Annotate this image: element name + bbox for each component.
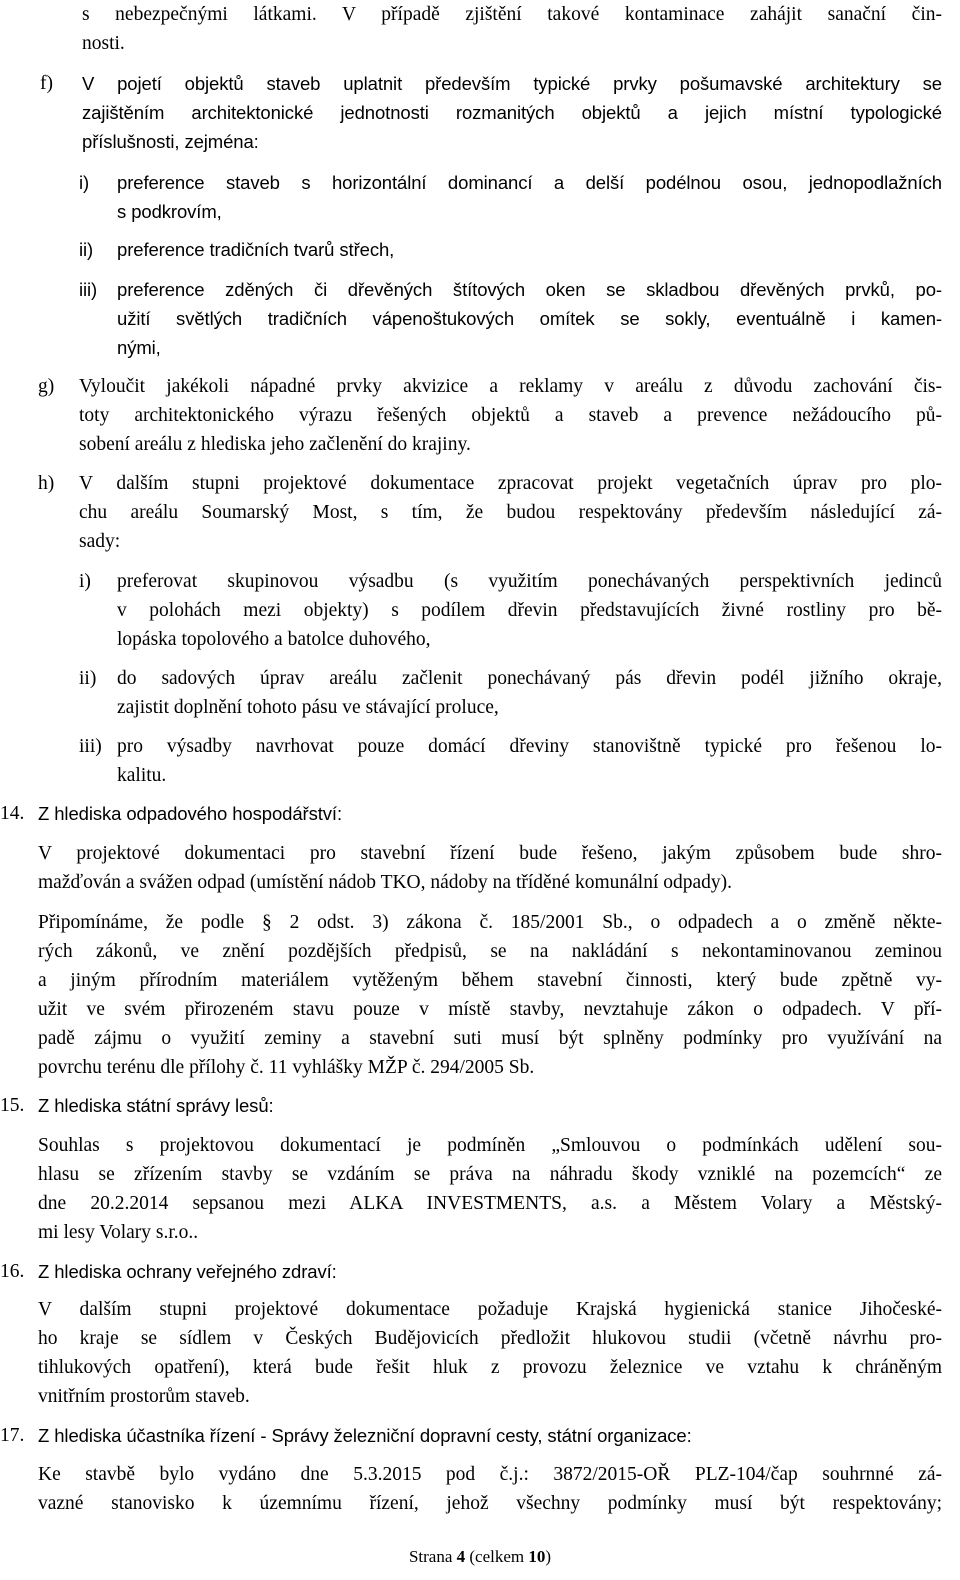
footer-middle: (celkem [465, 1547, 529, 1566]
text-line: s nebezpečnými látkami. V případě zjištění takové kontaminace zahájit sanační čin- [82, 4, 942, 25]
list-marker-iii1: iii) [79, 279, 98, 300]
text-line: V projektové dokumentaci pro stavební řízení bude řešeno, jakým způsobem bude shro- [38, 843, 942, 864]
text-line: Ke stavbě bylo vydáno dne 5.3.2015 pod č.j.: 3872/2015-OŘ PLZ-104/čap souhrnné zá- [38, 1464, 942, 1485]
list-marker-n17: 17. [0, 1425, 25, 1446]
footer-page-number: 4 [456, 1547, 466, 1566]
text-line: vazné stanovisko k územnímu řízení, jehož všechny podmínky musí být respektovány; [38, 1493, 942, 1514]
text-line: hlasu se zřízením stavby se vzdáním se práva na náhradu škody vzniklé na pozemcích“ ze [38, 1164, 942, 1185]
text-line: nosti. [82, 33, 125, 54]
text-line: povrchu terénu dle přílohy č. 11 vyhlášky MŽP č. 294/2005 Sb. [38, 1057, 535, 1078]
list-marker-g: g) [38, 376, 55, 397]
text-line: Připomínáme, že podle § 2 odst. 3) zákona č. 185/2001 Sb., o odpadech a o změně někte- [38, 912, 942, 933]
text-line: preference zděných či dřevěných štítových oken se skladbou dřevěných prvků, po- [117, 279, 942, 300]
text-line: dne 20.2.2014 sepsanou mezi ALKA INVESTMENTS, a.s. a Městem Volary a Městský- [38, 1193, 942, 1214]
text-line: V dalším stupni projektové dokumentace požaduje Krajská hygienická stanice Jihočeské- [38, 1299, 942, 1320]
text-line: Z hlediska odpadového hospodářství: [38, 803, 343, 824]
list-marker-i2: i) [79, 571, 91, 592]
text-line: Souhlas s projektovou dokumentací je podmíněn „Smlouvou o podmínkách udělení sou- [38, 1135, 942, 1156]
text-line: preference staveb s horizontální dominancí a delší podélnou osou, jednopodlažních [117, 172, 942, 193]
list-marker-ii2: ii) [79, 668, 97, 689]
text-line: užit ve svém přirozeném stavu pouze v místě stavby, nevztahuje zákon o odpadech. V pří- [38, 999, 942, 1020]
list-marker-n14: 14. [0, 803, 25, 824]
text-line: Z hlediska účastníka řízení - Správy železniční dopravní cesty, státní organizace: [38, 1425, 692, 1446]
list-marker-ii1: ii) [79, 239, 94, 260]
text-line: zajištěním architektonické jednotnosti rozmanitých objektů a jejich místní typologické [82, 102, 942, 123]
list-marker-n15: 15. [0, 1095, 25, 1116]
page-footer [0, 1546, 960, 1568]
text-line: Z hlediska ochrany veřejného zdraví: [38, 1261, 337, 1282]
text-line: zajistit doplnění tohoto pásu ve stávající proluce, [117, 697, 499, 718]
text-line: rých zákonů, ve znění pozdějších předpisů, se na nakládání s nekontaminovanou zeminou [38, 941, 942, 962]
text-line: mi lesy Volary s.r.o.. [38, 1222, 199, 1243]
text-line: pro výsadby navrhovat pouze domácí dřeviny stanovištně typické pro řešenou lo- [117, 736, 942, 757]
footer-page-total: 10 [528, 1547, 546, 1566]
text-line: užití světlých tradičních vápenoštukových omítek se sokly, eventuálně i kamen- [117, 308, 942, 329]
list-marker-i1: i) [79, 172, 90, 193]
text-line: Z hlediska státní správy lesů: [38, 1095, 274, 1116]
text-line: mažďován a svážen odpad (umístění nádob TKO, nádoby na tříděné komunální odpady). [38, 872, 733, 893]
text-line: příslušnosti, zejména: [82, 131, 259, 152]
text-line: toty architektonického výrazu řešených objektů a staveb a prevence nežádoucího pů- [79, 405, 942, 426]
text-line: vnitřním prostorům staveb. [38, 1386, 250, 1407]
text-line: lopáska topolového a batolce duhového, [117, 629, 431, 650]
text-line: sady: [79, 531, 121, 552]
text-line: sobení areálu z hlediska jeho začlenění do krajiny. [79, 434, 471, 455]
text-line: v polohách mezi objekty) s podílem dřevin představujících živné rostliny pro bě- [117, 600, 942, 621]
text-line: chu areálu Soumarský Most, s tím, že budou respektovány především následující zá- [79, 502, 942, 523]
list-marker-n16: 16. [0, 1261, 25, 1282]
text-line: do sadových úprav areálu začlenit ponechávaný pás dřevin podél jižního okraje, [117, 668, 942, 689]
footer-prefix: Strana [408, 1547, 457, 1566]
text-line: a jiným přírodním materiálem vytěženým během stavební činnosti, který bude zpětně vy- [38, 970, 942, 991]
text-line: s podkrovím, [117, 201, 222, 222]
text-line: padě zájmu o využití zeminy a stavební suti musí být splněny podmínky pro využívání na [38, 1028, 942, 1049]
text-line: V dalším stupni projektové dokumentace zpracovat projekt vegetačních úprav pro plo- [79, 473, 942, 494]
list-marker-f: f) [40, 73, 53, 94]
text-line: kalitu. [117, 765, 167, 786]
text-line: V pojetí objektů staveb uplatnit především typické prvky pošumavské architektury se [82, 73, 942, 94]
text-line: ho kraje se sídlem v Českých Budějovicích předložit hlukovou studii (včetně návrhu pro- [38, 1328, 942, 1349]
text-line: nými, [117, 337, 161, 358]
text-line: tihlukových opatření), která bude řešit hluk z provozu železnice ve vztahu k chráněným [38, 1357, 942, 1378]
text-line: preferovat skupinovou výsadbu (s využitím ponechávaných perspektivních jedinců [117, 571, 942, 592]
footer-suffix: ) [545, 1547, 552, 1566]
text-line: preference tradičních tvarů střech, [117, 239, 395, 260]
text-line: Vyloučit jakékoli nápadné prvky akvizice a reklamy v areálu z důvodu zachování čis- [79, 376, 942, 397]
list-marker-h: h) [38, 473, 55, 494]
list-marker-iii2: iii) [79, 736, 102, 757]
